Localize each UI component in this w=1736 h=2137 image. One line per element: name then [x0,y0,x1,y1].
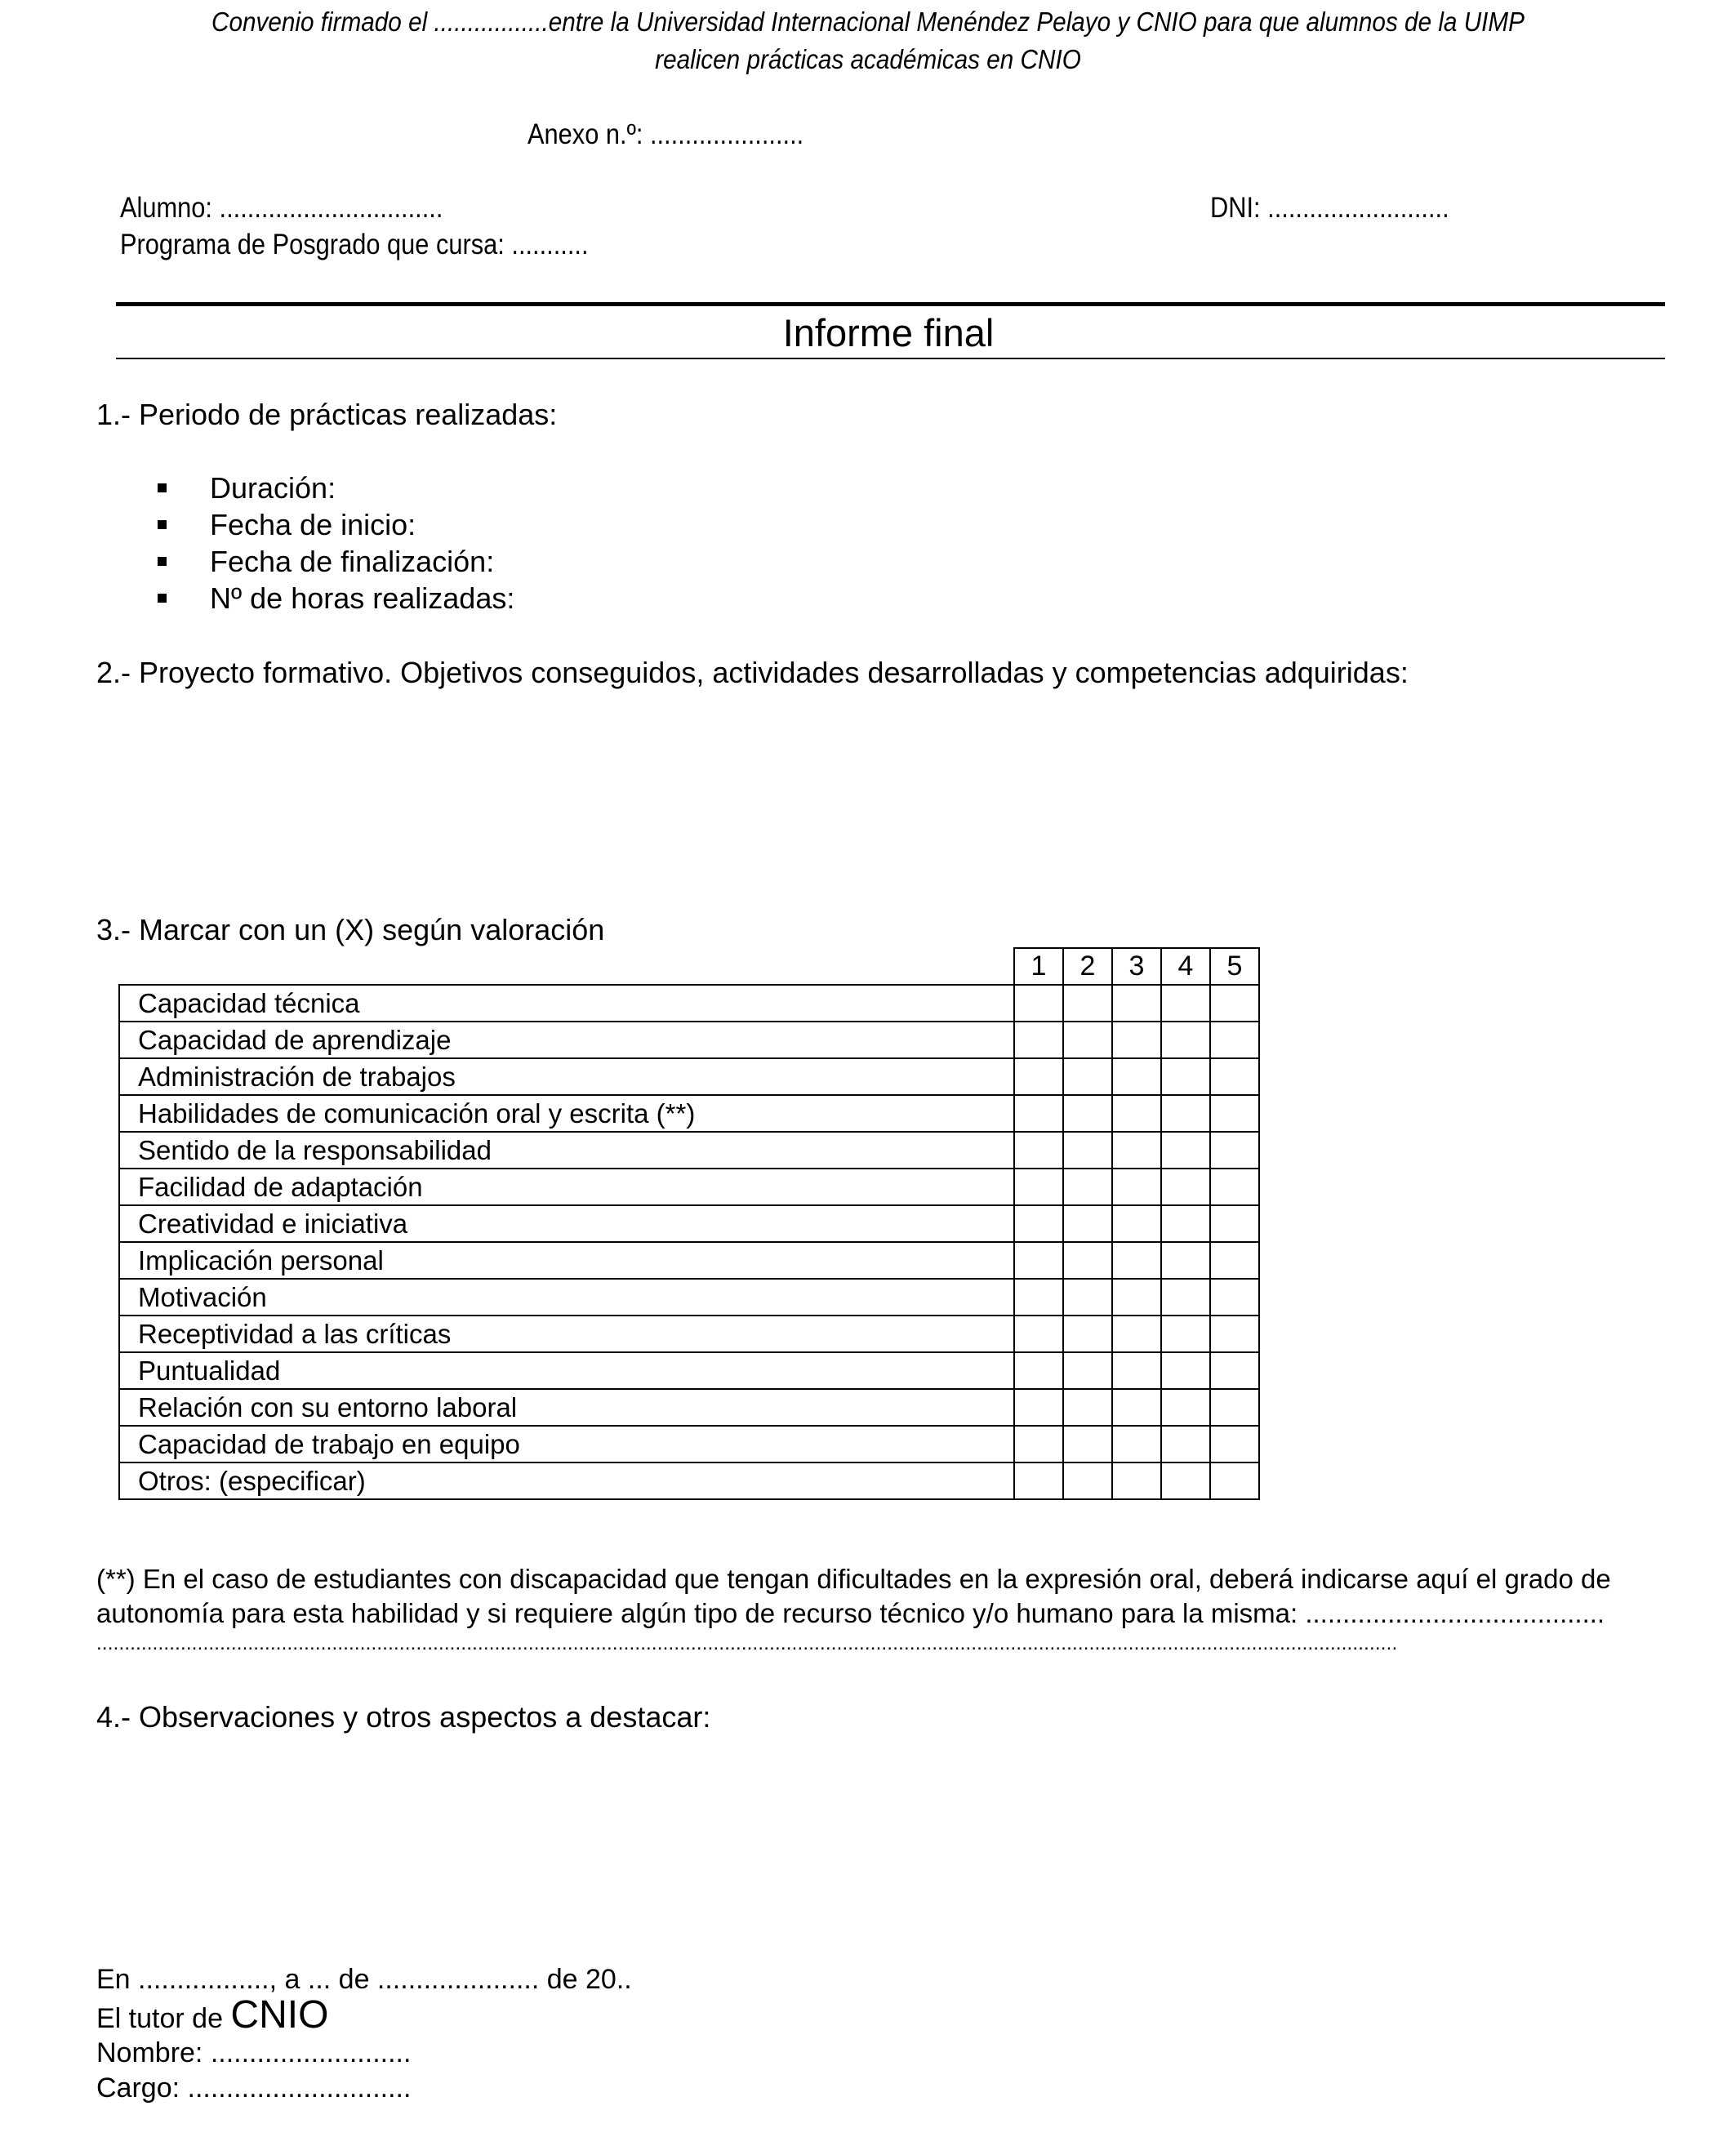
criterion-label: Receptividad a las críticas [119,1316,1014,1352]
criterion-label: Implicación personal [119,1242,1014,1279]
criterion-label: Otros: (especificar) [119,1463,1014,1499]
rating-cell-5[interactable] [1210,1316,1259,1352]
rating-cell-1[interactable] [1014,1352,1063,1389]
period-hours-label: Nº de horas realizadas: [210,581,515,615]
table-row [119,1132,1259,1169]
rating-cell-3[interactable] [1112,1095,1161,1132]
rating-cell-4[interactable] [1161,985,1210,1022]
rating-cell-2[interactable] [1063,1242,1112,1279]
page-title: Informe final [782,311,995,354]
rating-cell-1[interactable] [1014,1242,1063,1279]
rating-header-blank [119,948,1014,985]
rating-cell-4[interactable] [1161,1022,1210,1058]
rating-cell-3[interactable] [1112,985,1161,1022]
rating-cell-4[interactable] [1161,1389,1210,1426]
rating-cell-3[interactable] [1112,1389,1161,1426]
rating-cell-2[interactable] [1063,1389,1112,1426]
title-top-rule [116,302,1665,306]
period-duration-label: Duración: [210,471,336,505]
rating-cell-3[interactable] [1112,1463,1161,1499]
table-row [119,1205,1259,1242]
rating-cell-5[interactable] [1210,1058,1259,1095]
rating-cell-5[interactable] [1210,1389,1259,1426]
bullet-square-icon [158,594,167,603]
tutor-name-field: Nombre: .......................... [96,2037,412,2068]
tutor-organization: CNIO [230,1993,329,2037]
rating-cell-4[interactable] [1161,1132,1210,1169]
rating-cell-4[interactable] [1161,1205,1210,1242]
tutor-line [96,1992,328,2037]
rating-cell-2[interactable] [1063,1058,1112,1095]
table-row [119,1279,1259,1316]
table-row [119,1058,1259,1095]
list-item [158,543,514,580]
rating-cell-3[interactable] [1112,1022,1161,1058]
program-field: Programa de Posgrado que cursa: ........... [120,229,589,260]
rating-cell-5[interactable] [1210,1095,1259,1132]
place-date-line: En ................., a ... de ..................... de 20.. [96,1964,632,1995]
rating-scale-row [119,948,1259,985]
student-dni-field: DNI: .......................... [1210,192,1449,224]
student-name-field: Alumno: ................................ [120,192,443,224]
rating-cell-4[interactable] [1161,1463,1210,1499]
rating-cell-4[interactable] [1161,1352,1210,1389]
rating-cell-5[interactable] [1210,985,1259,1022]
rating-cell-4[interactable] [1161,1095,1210,1132]
criterion-label: Capacidad de aprendizaje [119,1022,1014,1058]
rating-cell-2[interactable] [1063,1426,1112,1463]
rating-cell-1[interactable] [1014,1169,1063,1205]
rating-cell-4[interactable] [1161,1242,1210,1279]
table-row [119,1389,1259,1426]
rating-scale-5: 5 [1210,948,1259,985]
rating-cell-1[interactable] [1014,1022,1063,1058]
section-4-heading: 4.- Observaciones y otros aspectos a destacar: [96,1700,711,1734]
rating-cell-5[interactable] [1210,1132,1259,1169]
criterion-label: Facilidad de adaptación [119,1169,1014,1205]
criterion-label: Creatividad e iniciativa [119,1205,1014,1242]
header-line-1: Convenio firmado el .................entre la Universidad Internacional Menéndez Pelayo y CNIO para que alumnos de la UIMP [211,7,1525,37]
criterion-label: Relación con su entorno laboral [119,1389,1014,1426]
section-2-heading: 2.- Proyecto formativo. Objetivos conseguidos, actividades desarrolladas y competencias adquiridas: [96,656,1409,689]
rating-cell-5[interactable] [1210,1352,1259,1389]
rating-cell-1[interactable] [1014,1132,1063,1169]
rating-cell-3[interactable] [1112,1279,1161,1316]
rating-cell-3[interactable] [1112,1205,1161,1242]
table-row [119,1095,1259,1132]
rating-cell-2[interactable] [1063,1279,1112,1316]
tutor-prefix: El tutor de [96,2003,231,2034]
rating-cell-5[interactable] [1210,1169,1259,1205]
rating-cell-2[interactable] [1063,1132,1112,1169]
rating-cell-2[interactable] [1063,1463,1112,1499]
rating-cell-1[interactable] [1014,1463,1063,1499]
table-row [119,1463,1259,1499]
list-item [158,580,514,617]
criterion-label: Capacidad técnica [119,985,1014,1022]
rating-scale-4: 4 [1161,948,1210,985]
rating-cell-2[interactable] [1063,1169,1112,1205]
rating-cell-2[interactable] [1063,1022,1112,1058]
header-line-2: realicen prácticas académicas en CNIO [655,44,1081,74]
rating-cell-5[interactable] [1210,1022,1259,1058]
tutor-position-field: Cargo: ............................. [96,2072,412,2104]
criterion-label: Puntualidad [119,1352,1014,1389]
rating-cell-1[interactable] [1014,1279,1063,1316]
criterion-label: Capacidad de trabajo en equipo [119,1426,1014,1463]
criterion-label: Sentido de la responsabilidad [119,1132,1014,1169]
rating-cell-3[interactable] [1112,1058,1161,1095]
rating-cell-4[interactable] [1161,1169,1210,1205]
table-row [119,1242,1259,1279]
section-1-heading: 1.- Periodo de prácticas realizadas: [96,398,558,431]
table-row [119,1169,1259,1205]
rating-cell-5[interactable] [1210,1463,1259,1499]
rating-cell-3[interactable] [1112,1352,1161,1389]
section-3-heading: 3.- Marcar con un (X) según valoración [96,913,605,946]
note-line-1: (**) En el caso de estudiantes con discapacidad que tengan dificultades en la expresión oral, deberá indicarse aquí el grado de [96,1564,1611,1594]
criterion-label: Administración de trabajos [119,1058,1014,1095]
annex-number: Anexo n.º: ...................... [527,118,804,150]
criterion-label: Habilidades de comunicación oral y escrita (**) [119,1095,1014,1132]
criterion-label: Motivación [119,1279,1014,1316]
rating-scale-1: 1 [1014,948,1063,985]
note-line-3: ........................................................................................................................................................................................................................................ [96,1632,1398,1654]
rating-cell-1[interactable] [1014,1058,1063,1095]
rating-cell-1[interactable] [1014,1316,1063,1352]
rating-cell-1[interactable] [1014,1389,1063,1426]
rating-cell-2[interactable] [1063,1205,1112,1242]
rating-cell-4[interactable] [1161,1279,1210,1316]
rating-cell-2[interactable] [1063,1352,1112,1389]
rating-cell-3[interactable] [1112,1426,1161,1463]
bullet-square-icon [158,483,167,492]
table-row [119,1316,1259,1352]
table-row [119,1426,1259,1463]
rating-cell-1[interactable] [1014,1095,1063,1132]
rating-cell-5[interactable] [1210,1205,1259,1242]
bullet-square-icon [158,557,167,566]
rating-cell-1[interactable] [1014,1205,1063,1242]
rating-cell-4[interactable] [1161,1426,1210,1463]
rating-scale-2: 2 [1063,948,1112,985]
rating-cell-4[interactable] [1161,1316,1210,1352]
period-list [158,470,514,617]
rating-cell-3[interactable] [1112,1132,1161,1169]
table-row [119,985,1259,1022]
rating-cell-1[interactable] [1014,1426,1063,1463]
rating-cell-2[interactable] [1063,985,1112,1022]
rating-scale-3: 3 [1112,948,1161,985]
rating-cell-5[interactable] [1210,1242,1259,1279]
note-line-2: autonomía para esta habilidad y si requiere algún tipo de recurso técnico y/o humano para la misma: ........................................ [96,1598,1605,1628]
rating-cell-2[interactable] [1063,1095,1112,1132]
rating-cell-3[interactable] [1112,1169,1161,1205]
rating-cell-5[interactable] [1210,1279,1259,1316]
list-item [158,470,514,506]
rating-cell-1[interactable] [1014,985,1063,1022]
list-item [158,506,514,543]
table-row [119,1022,1259,1058]
bullet-square-icon [158,520,167,529]
period-start-label: Fecha de inicio: [210,508,416,541]
rating-cell-3[interactable] [1112,1316,1161,1352]
rating-cell-3[interactable] [1112,1242,1161,1279]
rating-table [118,947,1260,1500]
title-bottom-rule [116,358,1665,359]
period-end-label: Fecha de finalización: [210,545,495,578]
rating-cell-2[interactable] [1063,1316,1112,1352]
rating-cell-4[interactable] [1161,1058,1210,1095]
table-row [119,1352,1259,1389]
rating-cell-5[interactable] [1210,1426,1259,1463]
